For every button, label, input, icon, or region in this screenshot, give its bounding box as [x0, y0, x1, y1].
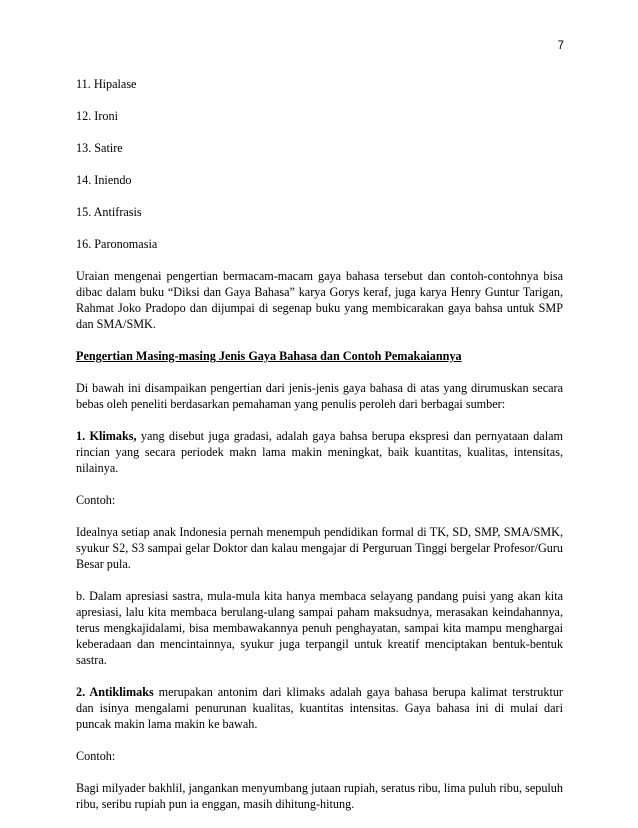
- klimaks-definition: [76, 428, 563, 476]
- antiklimaks-term: 2. Antiklimaks: [76, 685, 154, 699]
- klimaks-example-b: b. Dalam apresiasi sastra, mula-mula kita hanya membaca selayang pandang puisi yang akan kita apresiasi, lalu kita membaca berulang-ulang sampai paham maksudnya, merasakan keindahannya, terus mengkajidalami, bisa membawakannya penuh penghayatan, sampai kita mampu menghargai keberadaan dan mencintainnya, syukur juga terpangil untuk kreatif menciptakan bentuk-bentuk sastra.: [76, 589, 563, 667]
- section-intro-paragraph: Di bawah ini disampaikan pengertian dari jenis-jenis gaya bahasa di atas yang dirumuskan secara bebas oleh peneliti berdasarkan pemahaman yang penulis peroleh dari berbagai sumber:: [76, 381, 563, 411]
- list-item: 14. Iniendo: [76, 173, 132, 187]
- page-body: [76, 76, 563, 828]
- list-item: 12. Ironi: [76, 109, 118, 123]
- klimaks-example-a: Idealnya setiap anak Indonesia pernah menempuh pendidikan formal di TK, SD, SMP, SMA/SMK, syukur S2, S3 sampai gelar Doktor dan kalau mengajar di Perguruan Tinggi bergelar Profesor/Guru Besar pula.: [76, 525, 563, 571]
- section-heading: Pengertian Masing-masing Jenis Gaya Bahasa dan Contoh Pemakaiannya: [76, 349, 462, 363]
- style-list: [76, 76, 563, 252]
- klimaks-example-label: Contoh:: [76, 493, 116, 507]
- antiklimaks-definition: [76, 684, 563, 732]
- klimaks-definition-text: yang disebut juga gradasi, adalah gaya bahsa berupa ekspresi dan pernyataan dalam rincian yang secara periodek makn lama makin meningkat, baik kuantitas, kualitas, intensitas, nilainya.: [76, 429, 563, 475]
- list-item: 13. Satire: [76, 141, 123, 155]
- list-item: 16. Paronomasia: [76, 237, 158, 251]
- page-number: 7: [557, 40, 564, 52]
- klimaks-term: 1. Klimaks,: [76, 429, 137, 443]
- antiklimaks-example-label: Contoh:: [76, 749, 116, 763]
- intro-paragraph: Uraian mengenai pengertian bermacam-macam gaya bahasa tersebut dan contoh-contohnya bisa dibac dalam buku “Diksi dan Gaya Bahasa” karya Gorys keraf, juga karya Henry Guntur Tarigan, Rahmat Joko Pradopo dan dijumpai di segenap buku yang membicarakan gaya bahsa untuk SMP dan SMA/SMK.: [76, 269, 563, 331]
- list-item: 11. Hipalase: [76, 77, 137, 91]
- antiklimaks-definition-text: merupakan antonim dari klimaks adalah gaya bahasa berupa kalimat terstruktur dan isinya mengalami penurunan kualitas, kuantitas intensitas. Gaya bahasa ini di mulai dari puncak makin lama makin ke bawah.: [76, 685, 563, 731]
- antiklimaks-example: Bagi milyader bakhlil, jangankan menyumbang jutaan rupiah, seratus ribu, lima puluh ribu, sepuluh ribu, seribu rupiah pun ia enggan, masih dihitung-hitung.: [76, 781, 563, 811]
- list-item: 15. Antifrasis: [76, 205, 142, 219]
